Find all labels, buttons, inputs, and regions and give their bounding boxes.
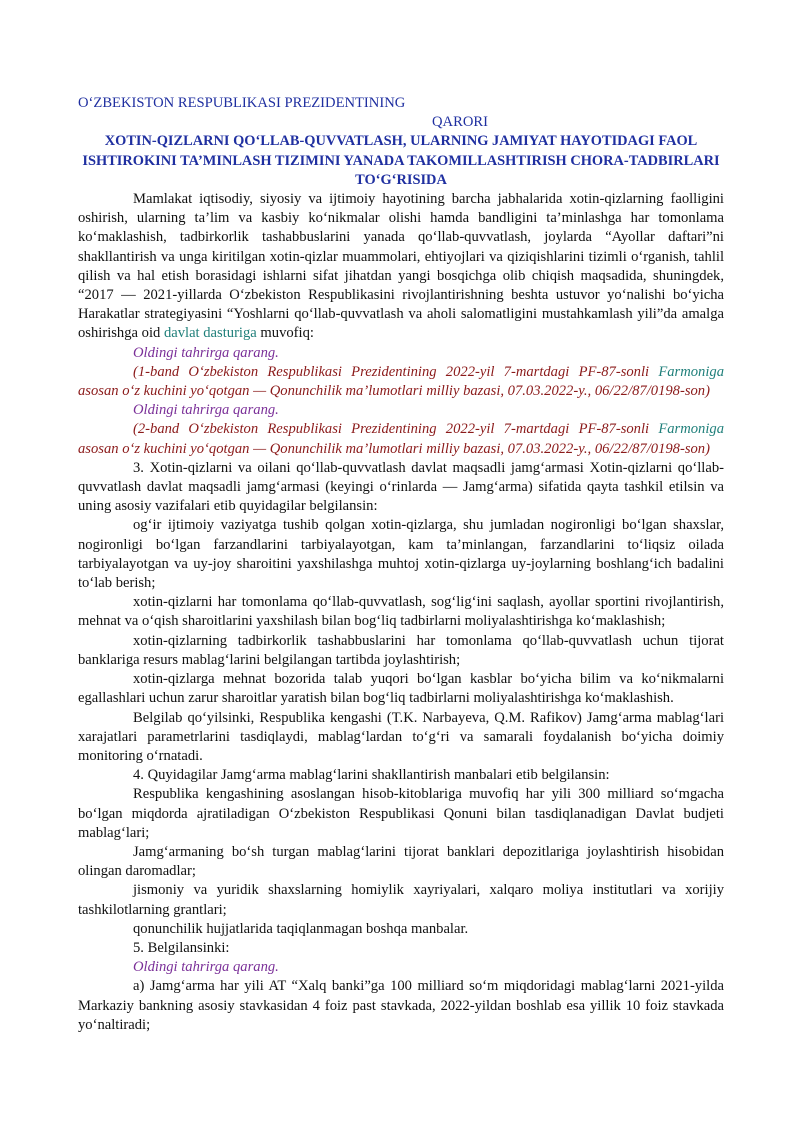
prev-edition-link-2[interactable]: Oldingi tahrirga qarang. [133,402,279,419]
preamble-paragraph [78,190,724,344]
paragraph-3-item-4: xotin-qizlarga mehnat bozorida talab yuqori bo‘lgan kasblar bo‘yicha bilim va ko‘nikmalarni egallashlari uchun zarur sharoitlar yaratish bilan bog‘liq tadbirlarni moliyalashtirishga ko‘maklashish. [78,671,724,707]
davlat-dasturi-link[interactable]: davlat dasturiga [163,325,257,342]
amendment-note-2 [78,420,724,458]
paragraph-3-item-2: xotin-qizlarni har tomonlama qo‘llab-quvvatlash, sog‘lig‘ini saqlash, ayollar sportini rivojlantirish, mehnat va o‘qish sharoitlarini yaxshilash bilan bog‘liq tadbirlarni moliyalashtirishga ko‘maklashish; [78,594,724,630]
doc-type-heading: QARORI [432,114,488,131]
note2-text: (2-band O‘zbekiston Respublikasi Prezidentining 2022-yil 7-martdagi PF-87-sonli [133,421,659,438]
amendment-note-1 [78,363,724,401]
preamble-end: muvofiq: [260,325,314,342]
paragraph-4-item-1: Respublika kengashining asoslangan hisob-kitoblariga muvofiq har yili 300 milliard so‘mgacha bo‘lgan miqdorda ajratiladigan O‘zbekiston Respublikasi Qonuni bilan tasdiqlanadigan Davlat budjeti mablag‘lari; [78,786,724,841]
paragraph-4-item-2: Jamg‘armaning bo‘sh turgan mablag‘larini tijorat banklari depozitlariga joylashtirish hisobidan olingan daromadlar; [78,843,724,880]
note1-rest: asosan o‘z kuchini yo‘qotgan — Qonunchilik ma’lumotlari milliy bazasi, 07.03.2022-y., 06/22/87/0198-son) [78,383,710,400]
paragraph-4: 4. Quyidagilar Jamg‘arma mablag‘larini shakllantirish manbalari etib belgilansin: [133,767,610,784]
paragraph-4-item-4: qonunchilik hujjatlarida taqiqlanmagan boshqa manbalar. [133,920,469,937]
farmon-link-1[interactable]: Farmoniga [658,363,724,380]
paragraph-3-item-3: xotin-qizlarning tadbirkorlik tashabbuslarini har tomonlama qo‘llab-quvvatlash uchun tijorat banklariga resurs mablag‘larini belgilangan tartibda joylashtirish; [78,632,724,668]
document-page [78,94,724,1035]
paragraph-3: 3. Xotin-qizlarni va oilani qo‘llab-quvvatlash davlat maqsadli jamg‘armasi Xotin-qizlarni qo‘llab-quvvatlash davlat maqsadli jamg‘armasi (keyingi o‘rinlarda — Jamg‘arma) sifatida qayta tashkil etilsin va uning asosiy vazifalari etib quyidagilar belgilansin: [78,459,724,515]
paragraph-5: 5. Belgilansinki: [133,939,230,956]
prev-edition-link-1[interactable]: Oldingi tahrirga qarang. [133,344,279,361]
paragraph-3-item-1: og‘ir ijtimoiy vaziyatga tushib qolgan xotin-qizlarga, shu jumladan nogironligi bo‘lgan shaxslar, nogironligi bo‘lgan farzandlarini tarbiyalayotgan, kam ta’minlangan, farzandlarini to‘liqsiz oilada tarbiyalayotgan va uy-joy sharoitini yaxshilashga muhtoj xotin-qizlarga uy-joylarning boshlang‘ich badalini to‘lab berish; [78,517,724,592]
paragraph-5-item-a: a) Jamg‘arma har yili AT “Xalq banki”ga 100 milliard so‘m miqdoridagi mablag‘larni 2021-yilda Markaziy bankning asosiy stavkasidan 4 foiz past stavkada, 2022-yildan boshlab esa yillik 10 foiz stavkada yo‘naltiradi; [78,978,724,1033]
prev-edition-link-3[interactable]: Oldingi tahrirga qarang. [133,959,279,976]
paragraph-3-monitoring: Belgilab qo‘yilsinki, Respublika kengashi (T.K. Narbayeva, Q.M. Rafikov) Jamg‘arma mablag‘lari xarajatlari parametrlarini tasdiqlaydi, mablag‘lardan to‘g‘ri va samarali foydalanish bo‘yicha doimiy monitoring o‘rnatadi. [78,709,724,764]
note2-rest: asosan o‘z kuchini yo‘qotgan — Qonunchilik ma’lumotlari milliy bazasi, 07.03.2022-y., 06/22/87/0198-son) [78,440,710,457]
paragraph-4-item-3: jismoniy va yuridik shaxslarning homiylik xayriyalari, xalqaro moliya institutlari va xorijiy tashkilotlarning grantlari; [78,882,724,918]
farmon-link-2[interactable]: Farmoniga [658,421,724,438]
issuer-heading: O‘ZBEKISTON RESPUBLIKASI PREZIDENTINING [78,95,406,111]
note1-text: (1-band O‘zbekiston Respublikasi Prezidentining 2022-yil 7-martdagi PF-87-sonli [133,363,659,380]
document-title: XOTIN-QIZLARNI QO‘LLAB-QUVVATLASH, ULARNING JAMIYAT HAYOTIDAGI FAOL ISHTIROKINI TA’MINLASH TIZIMINI YANADA TAKOMILLASHTIRISH CHORA-TADBIRLARI TO‘G‘RISIDA [82,133,720,188]
preamble-text: Mamlakat iqtisodiy, siyosiy va ijtimoiy hayotining barcha jabhalarida xotin-qizlarning faolligini oshirish, ularning ta’lim va kasbiy ko‘nikmalar olishi hamda bandligini ta’minlashga har tomonlama ko‘maklashish, tadbirkorlik tashabbuslarini yanada qo‘llab-quvvatlash, joylarda “Ayollar daftari”ni shakllantirish va unga kiritilgan xotin-qizlar muammolari, ehtiyojlari va qiziqishlarini tizimli o‘rganish, tahlil qilish va hal etish borasidagi ishlarni sifat jihatdan yangi bosqichga olib chiqish maqsadida, shuningdek, “2017 — 2021-yillarda O‘zbekiston Respublikasini rivojlantirishning beshta ustuvor yo‘nalishi bo‘yicha Harakatlar strategiyasini “Yoshlarni qo‘llab-quvvatlash va aholi salomatligini mustahkamlash yili”da amalga oshirishga oid [78,191,724,342]
